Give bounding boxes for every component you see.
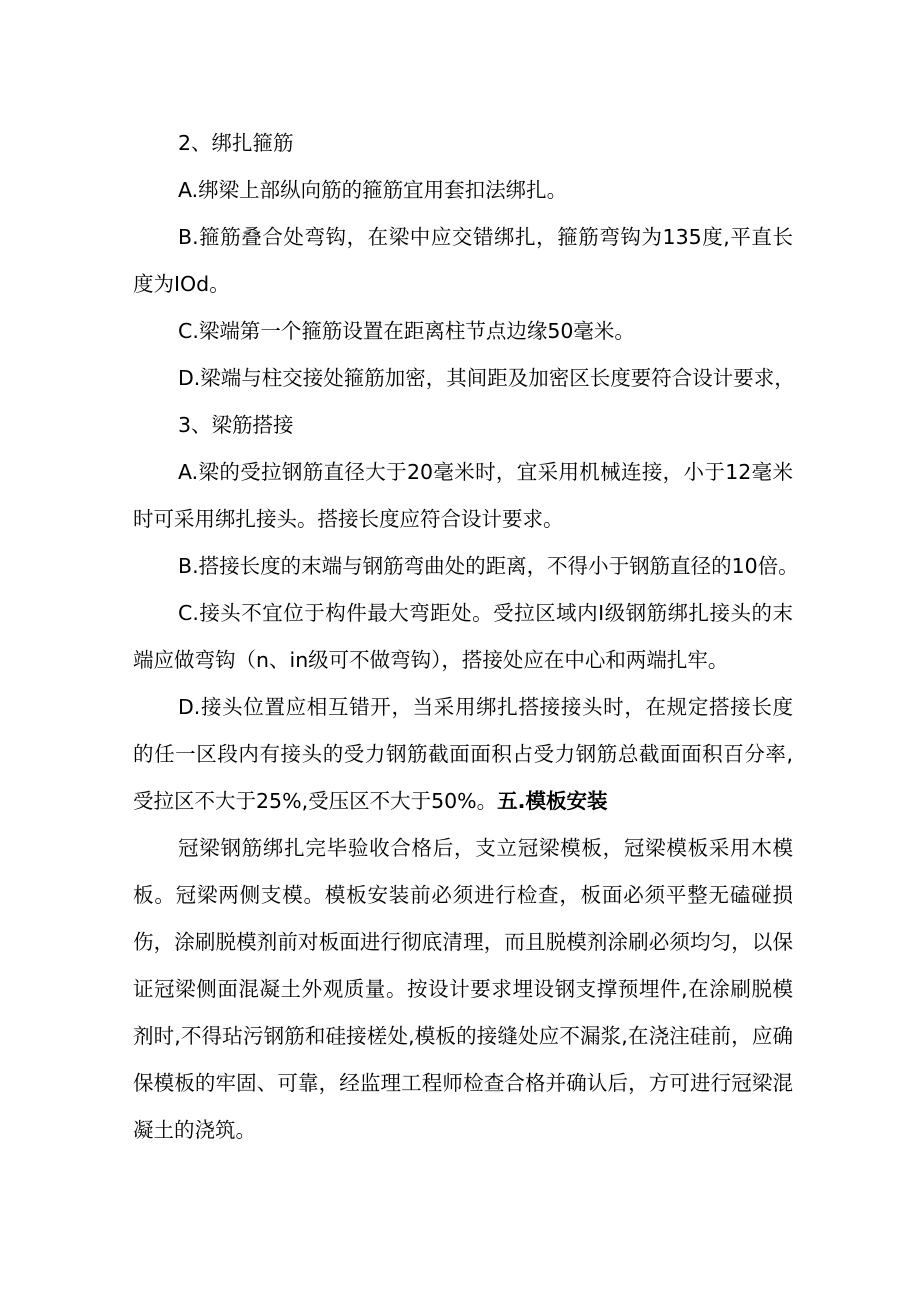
section-heading-formwork: 五.模板安装 [497,789,608,813]
section-heading-beam-lap: 3、梁筋搭接 [178,413,294,437]
document-body [133,120,799,1154]
paragraph-2d: D.梁端与柱交接处箍筋加密，其间距及加密区长度要符合设计要求， [178,366,795,390]
paragraph-3b: B.搭接长度的末端与钢筋弯曲处的距离，不得小于钢筋直径的10倍。 [178,554,799,578]
paragraph-3d-text: D.接头位置应相互错开，当采用绑扎搭接接头时，在规定搭接长度的任一区段内有接头的受力钢筋截面面积占受力钢筋总截面面积百分率,受拉区不大于25%,受压区不大于50%。 [133,695,793,813]
paragraph-3d [133,684,793,825]
paragraph-formwork: 冠梁钢筋绑扎完毕验收合格后，支立冠梁模板，冠梁模板采用木模板。冠梁两侧支模。模板安装前必须进行检查，板面必须平整无磕碰损伤，涂刷脱模剂前对板面进行彻底清理，而且脱模剂涂刷必须均匀，以保证冠梁侧面混凝土外观质量。按设计要求埋设钢支撑预埋件,在涂刷脱模剂时,不得玷污钢筋和硅接槎处,模板的接缝处应不漏浆,在浇注硅前，应确保模板的牢固、可靠，经监理工程师检查合格并确认后，方可进行冠梁混凝土的浇筑。 [133,836,793,1142]
paragraph-2b: B.箍筋叠合处弯钩，在梁中应交错绑扎，箍筋弯钩为135度,平直长度为IOd。 [133,225,793,296]
paragraph-3a: A.梁的受拉钢筋直径大于20毫米时，宜采用机械连接，小于12毫米时可采用绑扎接头。搭接长度应符合设计要求。 [133,460,793,531]
paragraph-2c: C.梁端第一个箍筋设置在距离柱节点边缘50毫米。 [178,319,635,343]
paragraph-3c: C.接头不宜位于构件最大弯距处。受拉区域内I级钢筋绑扎接头的末端应做弯钩（n、in级可不做弯钩），搭接处应在中心和两端扎牢。 [133,601,793,672]
section-heading-tie-stirrups: 2、绑扎箍筋 [178,131,294,155]
paragraph-2a: A.绑梁上部纵向筋的箍筋宜用套扣法绑扎。 [178,178,568,202]
